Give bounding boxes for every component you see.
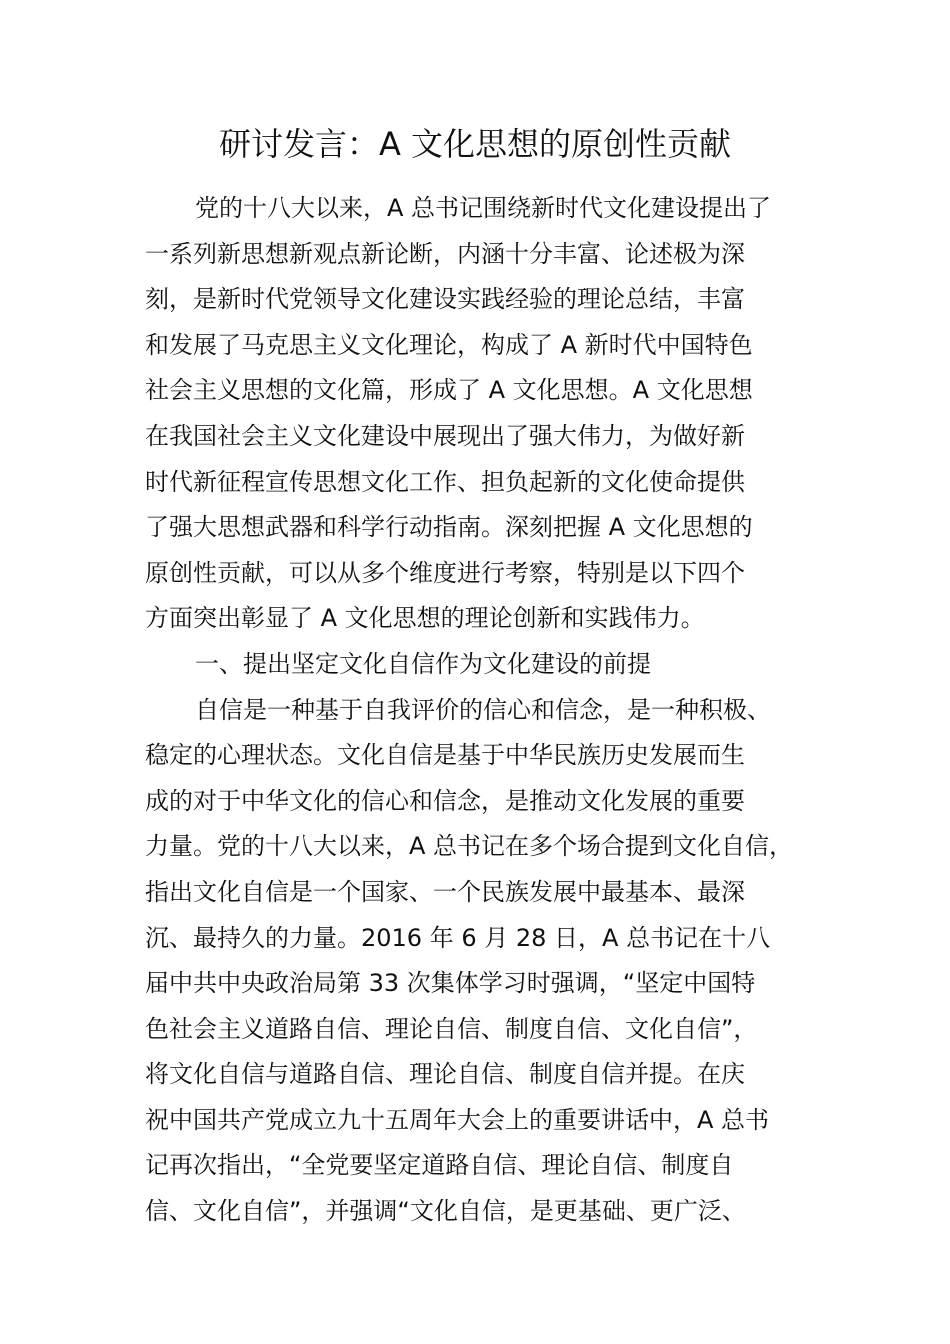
text-line: 自信是一种基于自我评价的信心和信念，是一种积极、 — [195, 695, 771, 724]
text-line: 将文化自信与道路自信、理论自信、制度自信并提。在庆 — [145, 1060, 745, 1089]
text-line: 信、文化自信”，并强调“文化自信，是更基础、更广泛、 — [145, 1197, 746, 1226]
text-line: 一、提出坚定文化自信作为文化建设的前提 — [195, 649, 651, 678]
text-line: 稳定的心理状态。文化自信是基于中华民族历史发展而生 — [145, 741, 745, 770]
text-line: 记再次指出，“全党要坚定道路自信、理论自信、制度自 — [145, 1151, 734, 1180]
text-line: 和发展了马克思主义文化理论，构成了 A 新时代中国特色 — [145, 330, 753, 359]
text-line: 沉、最持久的力量。2016 年 6 月 28 日，A 总书记在十八 — [145, 923, 771, 952]
text-line: 指出文化自信是一个国家、一个民族发展中最基本、最深 — [145, 877, 745, 906]
text-line: 刻，是新时代党领导文化建设实践经验的理论总结，丰富 — [145, 285, 745, 314]
text-line: 了强大思想武器和科学行动指南。深刻把握 A 文化思想的 — [145, 513, 753, 542]
text-line: 原创性贡献，可以从多个维度进行考察，特别是以下四个 — [145, 558, 745, 587]
document-title: 研讨发言：A 文化思想的原创性贡献 — [218, 125, 732, 163]
text-line: 时代新征程宣传思想文化工作、担负起新的文化使命提供 — [145, 467, 745, 496]
text-line: 色社会主义道路自信、理论自信、制度自信、文化自信”， — [145, 1014, 758, 1043]
text-line: 一系列新思想新观点新论断，内涵十分丰富、论述极为深 — [145, 239, 745, 268]
text-line: 在我国社会主义文化建设中展现出了强大伟力，为做好新 — [145, 421, 745, 450]
document-body — [145, 186, 845, 1235]
text-line: 力量。党的十八大以来，A 总书记在多个场合提到文化自信， — [145, 832, 794, 861]
text-line: 社会主义思想的文化篇，形成了 A 文化思想。A 文化思想 — [145, 376, 753, 405]
text-line: 方面突出彰显了 A 文化思想的理论创新和实践伟力。 — [145, 604, 705, 633]
text-line: 党的十八大以来，A 总书记围绕新时代文化建设提出了 — [195, 194, 772, 222]
text-line: 届中共中央政治局第 33 次集体学习时强调，“坚定中国特 — [145, 969, 756, 998]
text-line: 祝中国共产党成立九十五周年大会上的重要讲话中，A 总书 — [145, 1105, 770, 1134]
text-line: 成的对于中华文化的信心和信念，是推动文化发展的重要 — [145, 786, 745, 815]
